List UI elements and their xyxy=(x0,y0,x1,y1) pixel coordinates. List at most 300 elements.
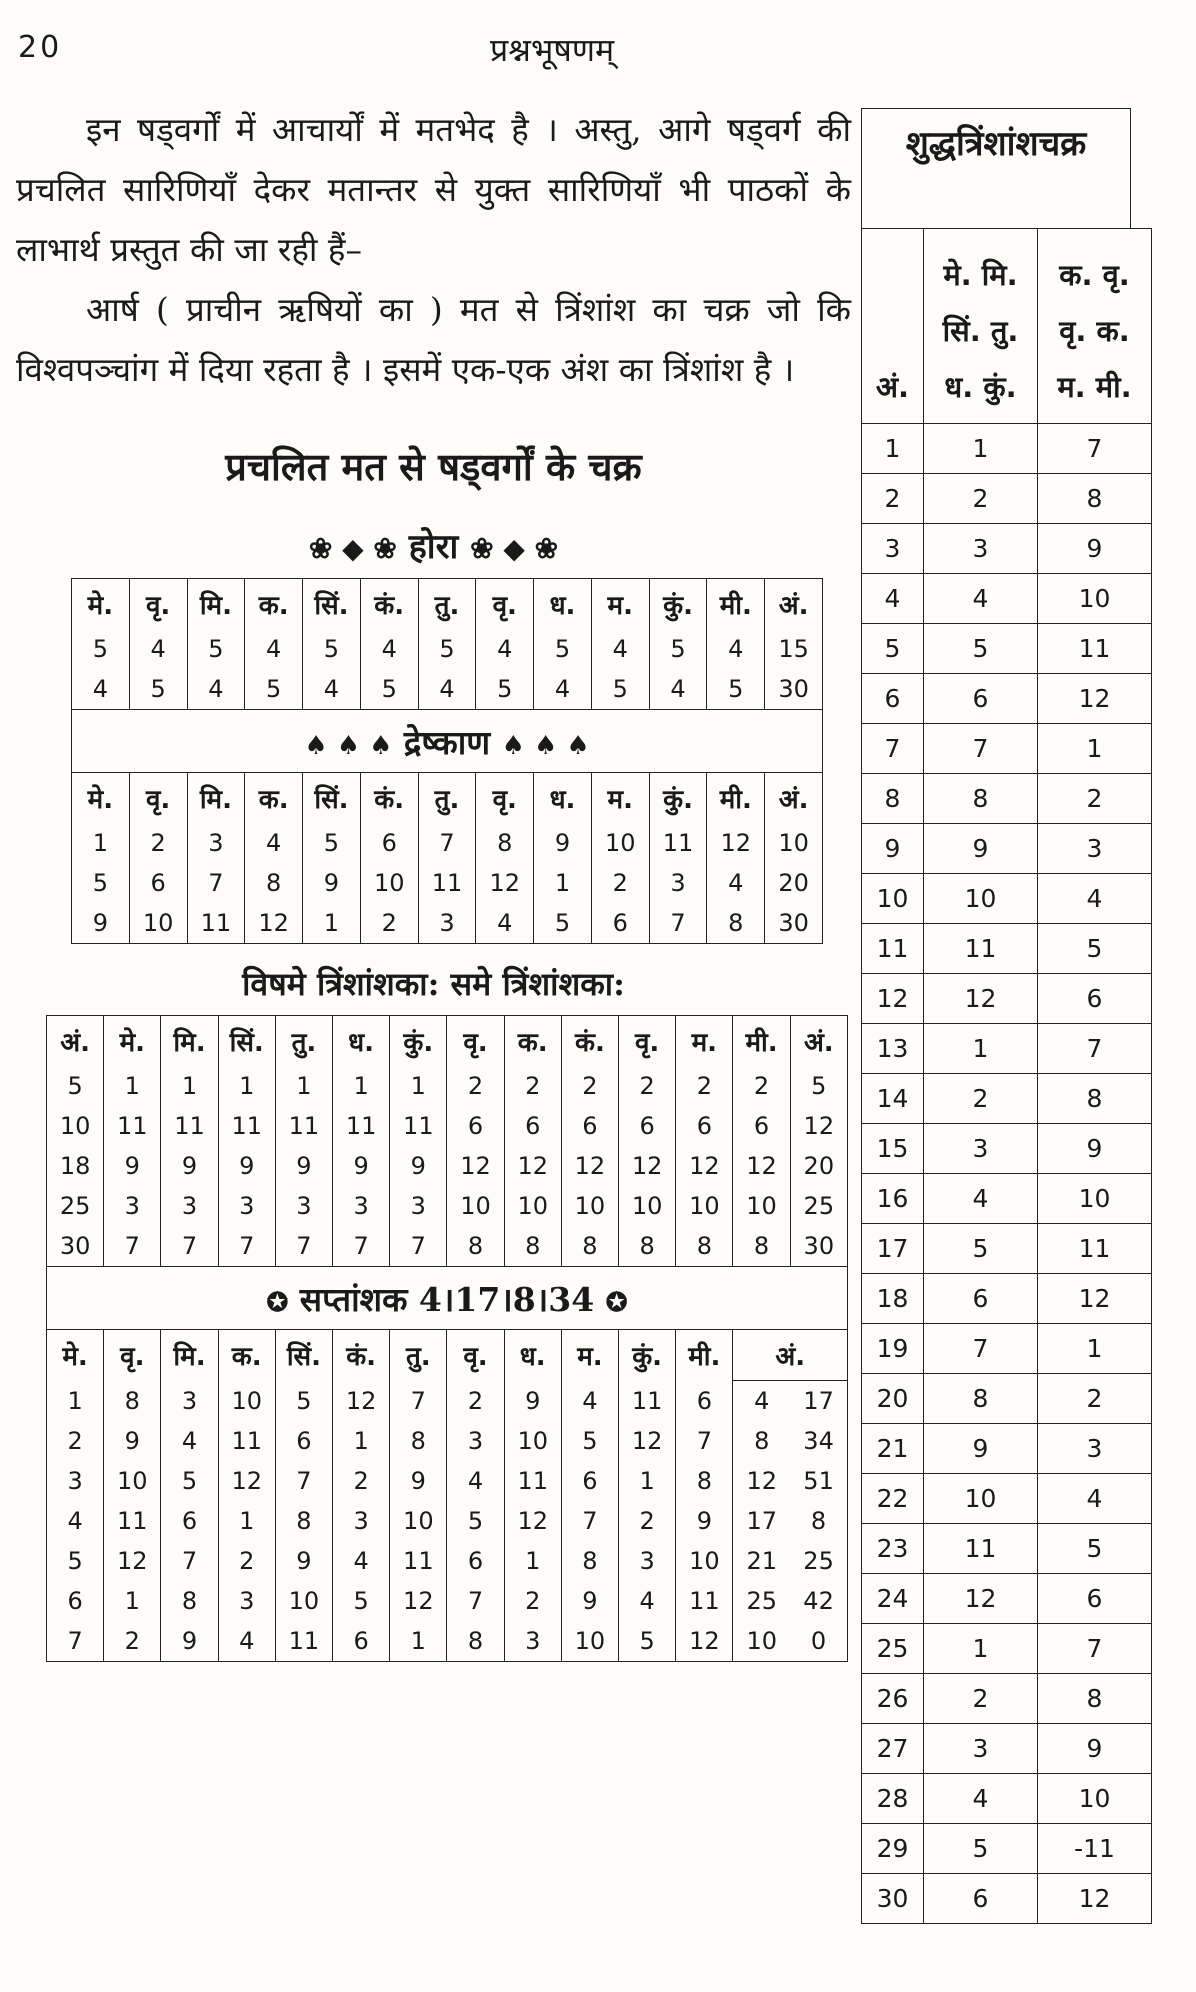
saptamsha-header-cell: सिं. xyxy=(275,1330,332,1381)
drekkana-header-cell: मे. xyxy=(72,773,130,824)
hora-cell: 4 xyxy=(72,669,130,710)
drekkana-cell: 30 xyxy=(765,903,823,944)
trimshamsha-cell: 30 xyxy=(47,1226,104,1267)
shuddha-row xyxy=(862,1274,1152,1324)
hora-header-row xyxy=(72,579,823,630)
trimshamsha-row xyxy=(47,1106,848,1146)
saptamsha-cell: 17 xyxy=(790,1381,847,1422)
drekkana-header-cell: अं. xyxy=(765,773,823,824)
shuddha-row xyxy=(862,924,1152,974)
trimshamsha-cell: 8 xyxy=(447,1226,504,1267)
shuddha-cell: 12 xyxy=(1038,1274,1152,1324)
trimshamsha-cell: 6 xyxy=(447,1106,504,1146)
saptamsha-cell: 2 xyxy=(504,1581,561,1621)
shuddha-cell: 1 xyxy=(924,1024,1038,1074)
saptamsha-cell: 5 xyxy=(275,1381,332,1422)
shuddha-row xyxy=(862,524,1152,574)
hora-header-cell: मी. xyxy=(707,579,765,630)
trimshamsha-cell: 7 xyxy=(333,1226,390,1267)
hora-cell: 4 xyxy=(129,629,187,669)
saptamsha-cell: 12 xyxy=(104,1541,161,1581)
saptamsha-cell: 7 xyxy=(275,1461,332,1501)
drekkana-cell: 7 xyxy=(418,823,476,863)
trimshamsha-cell: 5 xyxy=(47,1066,104,1106)
trimshamsha-cell: 11 xyxy=(333,1106,390,1146)
saptamsha-header-cell: कं. xyxy=(333,1330,390,1381)
trimshamsha-cell: 10 xyxy=(619,1186,676,1226)
shuddha-cell: 11 xyxy=(924,924,1038,974)
saptamsha-header-cell: अं. xyxy=(733,1330,848,1381)
shuddha-cell: 5 xyxy=(1038,1524,1152,1574)
shuddha-cell: 2 xyxy=(862,474,924,524)
shuddha-cell: 7 xyxy=(1038,1024,1152,1074)
shuddha-cell: 14 xyxy=(862,1074,924,1124)
saptamsha-cell: 6 xyxy=(447,1541,504,1581)
saptamsha-header-cell: तु. xyxy=(390,1330,447,1381)
trimshamsha-cell: 2 xyxy=(447,1066,504,1106)
saptamsha-cell: 2 xyxy=(619,1501,676,1541)
shuddha-row xyxy=(862,974,1152,1024)
saptamsha-title-row xyxy=(47,1267,848,1330)
trimshamsha-cell: 8 xyxy=(733,1226,790,1267)
drekkana-cell: 5 xyxy=(303,823,361,863)
hora-title: होरा xyxy=(408,527,459,567)
saptamsha-cell: 1 xyxy=(619,1461,676,1501)
saptamsha-cell: 12 xyxy=(218,1461,275,1501)
trimshamsha-cell: 3 xyxy=(275,1186,332,1226)
saptamsha-cell: 12 xyxy=(619,1421,676,1461)
shuddha-cell: 5 xyxy=(924,1824,1038,1874)
saptamsha-cell: 7 xyxy=(561,1501,618,1541)
saptamsha-cell: 11 xyxy=(390,1541,447,1581)
shuddha-cell: 30 xyxy=(862,1874,924,1924)
trimshamsha-cell: 9 xyxy=(333,1146,390,1186)
shuddha-cell: 12 xyxy=(1038,674,1152,724)
trimshamsha-cell: 5 xyxy=(790,1066,847,1106)
trimshamsha-cell: 1 xyxy=(390,1066,447,1106)
shuddha-cell: 15 xyxy=(862,1124,924,1174)
trimshamsha-cell: 8 xyxy=(619,1226,676,1267)
saptamsha-cell: 4 xyxy=(47,1501,104,1541)
shuddha-cell: 9 xyxy=(924,824,1038,874)
saptamsha-row xyxy=(47,1421,848,1461)
trimshamsha-cell: 12 xyxy=(447,1146,504,1186)
trimshamsha-header-cell: वृ. xyxy=(619,1016,676,1067)
hora-cell: 5 xyxy=(187,629,245,669)
saptamsha-cell: 4 xyxy=(161,1421,218,1461)
shuddha-cell: 9 xyxy=(924,1424,1038,1474)
saptamsha-cell: 1 xyxy=(390,1621,447,1662)
shuddha-cell: 8 xyxy=(1038,1674,1152,1724)
shuddha-cell: 9 xyxy=(1038,1124,1152,1174)
shuddha-cell: 1 xyxy=(924,1624,1038,1674)
drekkana-cell: 9 xyxy=(534,823,592,863)
drekkana-title-row xyxy=(72,710,823,773)
hora-cell: 4 xyxy=(707,629,765,669)
drekkana-cell: 5 xyxy=(72,863,130,903)
trimshamsha-cell: 8 xyxy=(561,1226,618,1267)
saptamsha-cell: 2 xyxy=(104,1621,161,1662)
shuddha-header-line: सिं. तु. xyxy=(942,314,1019,348)
shuddha-cell: 6 xyxy=(924,1274,1038,1324)
trimshamsha-header-cell: वृ. xyxy=(447,1016,504,1067)
shuddha-cell: 9 xyxy=(1038,1724,1152,1774)
shuddha-row xyxy=(862,1374,1152,1424)
saptamsha-cell: 12 xyxy=(333,1381,390,1422)
saptamsha-cell: 11 xyxy=(104,1501,161,1541)
shuddha-cell: 6 xyxy=(1038,974,1152,1024)
drekkana-cell: 1 xyxy=(303,903,361,944)
shuddha-header-cell xyxy=(924,229,1038,424)
hora-drekkana-table xyxy=(71,578,823,944)
shuddha-header-cell xyxy=(862,229,924,424)
shuddha-cell: 6 xyxy=(1038,1574,1152,1624)
hora-header-cell: ध. xyxy=(534,579,592,630)
saptamsha-cell: 2 xyxy=(47,1421,104,1461)
shuddha-cell: 8 xyxy=(924,774,1038,824)
spade-ornament-icon: ♠ ♠ ♠ xyxy=(501,730,590,761)
drekkana-cell: 20 xyxy=(765,863,823,903)
saptamsha-cell: 7 xyxy=(390,1381,447,1422)
saptamsha-cell: 4 xyxy=(561,1381,618,1422)
trimshamsha-header-cell: कुं. xyxy=(390,1016,447,1067)
trimshamsha-header-row xyxy=(47,1016,848,1067)
saptamsha-cell: 5 xyxy=(561,1421,618,1461)
hora-header-cell: वृ. xyxy=(129,579,187,630)
drekkana-cell: 9 xyxy=(72,903,130,944)
trimshamsha-cell: 12 xyxy=(561,1146,618,1186)
intro-text xyxy=(16,100,851,400)
trimshamsha-cell: 3 xyxy=(218,1186,275,1226)
shuddha-header-line: ध. कुं. xyxy=(944,370,1017,404)
saptamsha-cell: 9 xyxy=(390,1461,447,1501)
hora-cell: 4 xyxy=(245,629,303,669)
shuddha-row xyxy=(862,1224,1152,1274)
saptamsha-row xyxy=(47,1381,848,1422)
saptamsha-cell: 4 xyxy=(333,1541,390,1581)
trimshamsha-header-cell: अं. xyxy=(790,1016,847,1067)
flower-ornament-icon: ❀ ◆ ❀ xyxy=(470,532,559,565)
trimshamsha-cell: 1 xyxy=(333,1066,390,1106)
trimshamsha-cell: 6 xyxy=(561,1106,618,1146)
shuddha-cell: 2 xyxy=(924,1674,1038,1724)
saptamsha-header-cell: ध. xyxy=(504,1330,561,1381)
saptamsha-cell: 9 xyxy=(504,1381,561,1422)
shuddha-cell: 18 xyxy=(862,1274,924,1324)
saptamsha-cell: 1 xyxy=(47,1381,104,1422)
trimshamsha-cell: 6 xyxy=(619,1106,676,1146)
drekkana-cell: 2 xyxy=(129,823,187,863)
drekkana-cell: 12 xyxy=(707,823,765,863)
saptamsha-cell: 9 xyxy=(676,1501,733,1541)
trimshamsha-cell: 9 xyxy=(104,1146,161,1186)
saptamsha-cell: 4 xyxy=(619,1581,676,1621)
drekkana-cell: 11 xyxy=(418,863,476,903)
shuddha-cell: 10 xyxy=(1038,1774,1152,1824)
shuddha-row xyxy=(862,1624,1152,1674)
trimshamsha-cell: 25 xyxy=(790,1186,847,1226)
shuddha-cell: 20 xyxy=(862,1374,924,1424)
saptamsha-cell: 4 xyxy=(447,1461,504,1501)
saptamsha-cell: 8 xyxy=(676,1461,733,1501)
drekkana-cell: 1 xyxy=(72,823,130,863)
saptamsha-cell: 3 xyxy=(161,1381,218,1422)
drekkana-cell: 6 xyxy=(129,863,187,903)
shuddha-cell: 21 xyxy=(862,1424,924,1474)
shuddha-cell: 4 xyxy=(1038,874,1152,924)
trimshamsha-cell: 6 xyxy=(504,1106,561,1146)
saptamsha-header-cell: म. xyxy=(561,1330,618,1381)
shuddha-cell: 11 xyxy=(1038,1224,1152,1274)
trimshamsha-cell: 12 xyxy=(504,1146,561,1186)
trimshamsha-cell: 9 xyxy=(390,1146,447,1186)
hora-cell: 5 xyxy=(649,629,707,669)
star-ornament-icon: ✪ xyxy=(266,1287,289,1318)
trimshamsha-header-cell: तु. xyxy=(275,1016,332,1067)
shuddha-cell: 6 xyxy=(924,674,1038,724)
trimshamsha-cell: 18 xyxy=(47,1146,104,1186)
hora-header-cell: मि. xyxy=(187,579,245,630)
saptamsha-cell: 7 xyxy=(161,1541,218,1581)
saptamsha-cell: 3 xyxy=(218,1581,275,1621)
saptamsha-cell: 11 xyxy=(218,1421,275,1461)
drekkana-cell: 12 xyxy=(245,903,303,944)
drekkana-row xyxy=(72,823,823,863)
intro-paragraph-1: इन षड्वर्गों में आचार्यों में मतभेद है । अस्तु, आगे षड्वर्ग की प्रचलित सारिणियाँ देकर मतान्तर से युक्त सारिणियाँ भी पाठकों के लाभार्थ प्रस्तुत की जा रही हैं– xyxy=(16,110,851,269)
shuddha-cell: 6 xyxy=(924,1874,1038,1924)
saptamsha-cell: 8 xyxy=(733,1421,790,1461)
drekkana-header-cell: क. xyxy=(245,773,303,824)
saptamsha-header-cell: क. xyxy=(218,1330,275,1381)
saptamsha-cell: 11 xyxy=(619,1381,676,1422)
table-title-cell xyxy=(47,1267,848,1330)
trimshamsha-row xyxy=(47,1226,848,1267)
hora-row xyxy=(72,629,823,669)
shuddha-cell: 10 xyxy=(924,1474,1038,1524)
hora-cell: 4 xyxy=(187,669,245,710)
trimshamsha-cell: 6 xyxy=(733,1106,790,1146)
shuddha-cell: 13 xyxy=(862,1024,924,1074)
drekkana-cell: 2 xyxy=(591,863,649,903)
trimshamsha-cell: 11 xyxy=(161,1106,218,1146)
saptamsha-cell: 10 xyxy=(104,1461,161,1501)
hora-cell: 4 xyxy=(360,629,418,669)
shuddha-cell: 5 xyxy=(1038,924,1152,974)
spade-ornament-icon: ♠ ♠ ♠ xyxy=(304,730,393,761)
saptamsha-cell: 10 xyxy=(733,1621,790,1662)
hora-cell: 15 xyxy=(765,629,823,669)
drekkana-row xyxy=(72,903,823,944)
shuddha-row xyxy=(862,1824,1152,1874)
saptamsha-cell: 6 xyxy=(676,1381,733,1422)
drekkana-header-cell: मि. xyxy=(187,773,245,824)
trimshamsha-cell: 10 xyxy=(676,1186,733,1226)
hora-cell: 5 xyxy=(245,669,303,710)
drekkana-cell: 9 xyxy=(303,863,361,903)
shuddha-row xyxy=(862,1674,1152,1724)
saptamsha-cell: 6 xyxy=(275,1421,332,1461)
hora-header-cell: कं. xyxy=(360,579,418,630)
right-column xyxy=(861,108,1151,1924)
drekkana-row xyxy=(72,863,823,903)
trimshamsha-header-cell: सिं. xyxy=(218,1016,275,1067)
hora-cell: 5 xyxy=(591,669,649,710)
drekkana-header-cell: ध. xyxy=(534,773,592,824)
saptamsha-cell: 1 xyxy=(218,1501,275,1541)
shuddha-cell: 10 xyxy=(924,874,1038,924)
saptamsha-cell: 5 xyxy=(447,1501,504,1541)
shuddha-row xyxy=(862,574,1152,624)
shuddha-header-row xyxy=(862,229,1152,424)
hora-cell: 4 xyxy=(591,629,649,669)
shuddha-cell: 5 xyxy=(924,624,1038,674)
saptamsha-cell: 11 xyxy=(275,1621,332,1662)
shuddha-row xyxy=(862,724,1152,774)
shuddha-row xyxy=(862,1424,1152,1474)
shuddha-row xyxy=(862,1324,1152,1374)
shuddha-cell: 28 xyxy=(862,1774,924,1824)
hora-cell: 5 xyxy=(360,669,418,710)
hora-header-cell: अं. xyxy=(765,579,823,630)
shuddha-cell: 2 xyxy=(1038,774,1152,824)
trimshamsha-header-cell: क. xyxy=(504,1016,561,1067)
saptamsha-row xyxy=(47,1461,848,1501)
shuddha-trimshamsha-title: शुद्धत्रिंशांशचक्र xyxy=(861,108,1131,228)
shuddha-cell: 8 xyxy=(924,1374,1038,1424)
hora-header-cell: तु. xyxy=(418,579,476,630)
drekkana-cell: 10 xyxy=(591,823,649,863)
saptamsha-cell: 10 xyxy=(676,1541,733,1581)
trimshamsha-cell: 3 xyxy=(333,1186,390,1226)
saptamsha-header-cell: मे. xyxy=(47,1330,104,1381)
trimshamsha-saptamsha-table xyxy=(46,1015,848,1662)
saptamsha-cell: 3 xyxy=(619,1541,676,1581)
shuddha-cell: 1 xyxy=(924,424,1038,474)
shuddha-cell: 3 xyxy=(924,1724,1038,1774)
saptamsha-cell: 9 xyxy=(104,1421,161,1461)
shuddha-cell: 11 xyxy=(862,924,924,974)
drekkana-header-cell: सिं. xyxy=(303,773,361,824)
hora-header-cell: क. xyxy=(245,579,303,630)
drekkana-cell: 3 xyxy=(187,823,245,863)
saptamsha-header-cell: वृ. xyxy=(447,1330,504,1381)
saptamsha-cell: 21 xyxy=(733,1541,790,1581)
hora-cell: 5 xyxy=(129,669,187,710)
trimshamsha-cell: 10 xyxy=(733,1186,790,1226)
saptamsha-cell: 7 xyxy=(676,1421,733,1461)
shuddha-row xyxy=(862,1024,1152,1074)
shuddha-cell: 3 xyxy=(1038,1424,1152,1474)
trimshamsha-cell: 11 xyxy=(104,1106,161,1146)
trimshamsha-row xyxy=(47,1146,848,1186)
trimshamsha-cell: 2 xyxy=(504,1066,561,1106)
trimshamsha-header-cell: म. xyxy=(676,1016,733,1067)
shuddha-cell: -11 xyxy=(1038,1824,1152,1874)
shuddha-cell: 1 xyxy=(1038,1324,1152,1374)
shuddha-cell: 17 xyxy=(862,1224,924,1274)
drekkana-cell: 10 xyxy=(765,823,823,863)
trimshamsha-cell: 3 xyxy=(161,1186,218,1226)
shuddha-cell: 2 xyxy=(924,1074,1038,1124)
shuddha-cell: 3 xyxy=(924,524,1038,574)
saptamsha-cell: 10 xyxy=(504,1421,561,1461)
drekkana-cell: 10 xyxy=(129,903,187,944)
running-title: प्रश्नभूषणम् xyxy=(490,31,615,69)
trimshamsha-cell: 2 xyxy=(676,1066,733,1106)
shuddha-cell: 25 xyxy=(862,1624,924,1674)
shuddha-row xyxy=(862,474,1152,524)
saptamsha-cell: 5 xyxy=(619,1621,676,1662)
shuddha-cell: 4 xyxy=(924,574,1038,624)
shuddha-row xyxy=(862,1574,1152,1624)
saptamsha-cell: 12 xyxy=(676,1621,733,1662)
trimshamsha-cell: 1 xyxy=(218,1066,275,1106)
shuddha-header-line: वृ. क. xyxy=(1059,314,1130,348)
saptamsha-cell: 6 xyxy=(161,1501,218,1541)
shuddha-cell: 4 xyxy=(924,1774,1038,1824)
shuddha-cell: 23 xyxy=(862,1524,924,1574)
hora-cell: 5 xyxy=(303,629,361,669)
saptamsha-cell: 3 xyxy=(47,1461,104,1501)
shuddha-cell: 16 xyxy=(862,1174,924,1224)
saptamsha-cell: 8 xyxy=(161,1581,218,1621)
shuddha-cell: 3 xyxy=(1038,824,1152,874)
saptamsha-header-cell: वृ. xyxy=(104,1330,161,1381)
saptamsha-cell: 1 xyxy=(504,1541,561,1581)
shuddha-cell: 10 xyxy=(1038,574,1152,624)
shuddha-row xyxy=(862,1774,1152,1824)
drekkana-cell: 7 xyxy=(187,863,245,903)
drekkana-cell: 2 xyxy=(360,903,418,944)
section-heading: प्रचलित मत से षड्वर्गों के चक्र xyxy=(225,444,642,489)
shuddha-cell: 6 xyxy=(862,674,924,724)
saptamsha-cell: 9 xyxy=(561,1581,618,1621)
shuddha-row xyxy=(862,874,1152,924)
page-number: 20 xyxy=(18,30,63,65)
saptamsha-cell: 17 xyxy=(733,1501,790,1541)
saptamsha-cell: 6 xyxy=(333,1621,390,1662)
table-title: सप्तांशक 4।17।8।34 xyxy=(288,1279,606,1319)
trimshamsha-cell: 11 xyxy=(390,1106,447,1146)
trimshamsha-cell: 1 xyxy=(104,1066,161,1106)
hora-header-cell: म. xyxy=(591,579,649,630)
saptamsha-cell: 12 xyxy=(733,1461,790,1501)
drekkana-cell: 10 xyxy=(360,863,418,903)
saptamsha-cell: 1 xyxy=(333,1421,390,1461)
hora-cell: 4 xyxy=(534,669,592,710)
saptamsha-cell: 11 xyxy=(676,1581,733,1621)
trimshamsha-cell: 8 xyxy=(676,1226,733,1267)
flower-ornament-icon: ❀ ◆ ❀ xyxy=(308,532,397,565)
shuddha-row xyxy=(862,424,1152,474)
trimshamsha-cell: 10 xyxy=(47,1106,104,1146)
shuddha-header-line: म. मी. xyxy=(1057,370,1132,404)
trimshamsha-cell: 9 xyxy=(218,1146,275,1186)
hora-header-cell: वृ. xyxy=(476,579,534,630)
shuddha-row xyxy=(862,1524,1152,1574)
drekkana-cell: 3 xyxy=(649,863,707,903)
saptamsha-cell: 12 xyxy=(390,1581,447,1621)
trimshamsha-cell: 2 xyxy=(561,1066,618,1106)
shuddha-cell: 4 xyxy=(1038,1474,1152,1524)
saptamsha-cell: 8 xyxy=(104,1381,161,1422)
shuddha-cell: 29 xyxy=(862,1824,924,1874)
trimshamsha-cell: 11 xyxy=(218,1106,275,1146)
saptamsha-cell: 10 xyxy=(561,1621,618,1662)
hora-row xyxy=(72,669,823,710)
drekkana-cell: 11 xyxy=(649,823,707,863)
saptamsha-cell: 25 xyxy=(733,1581,790,1621)
